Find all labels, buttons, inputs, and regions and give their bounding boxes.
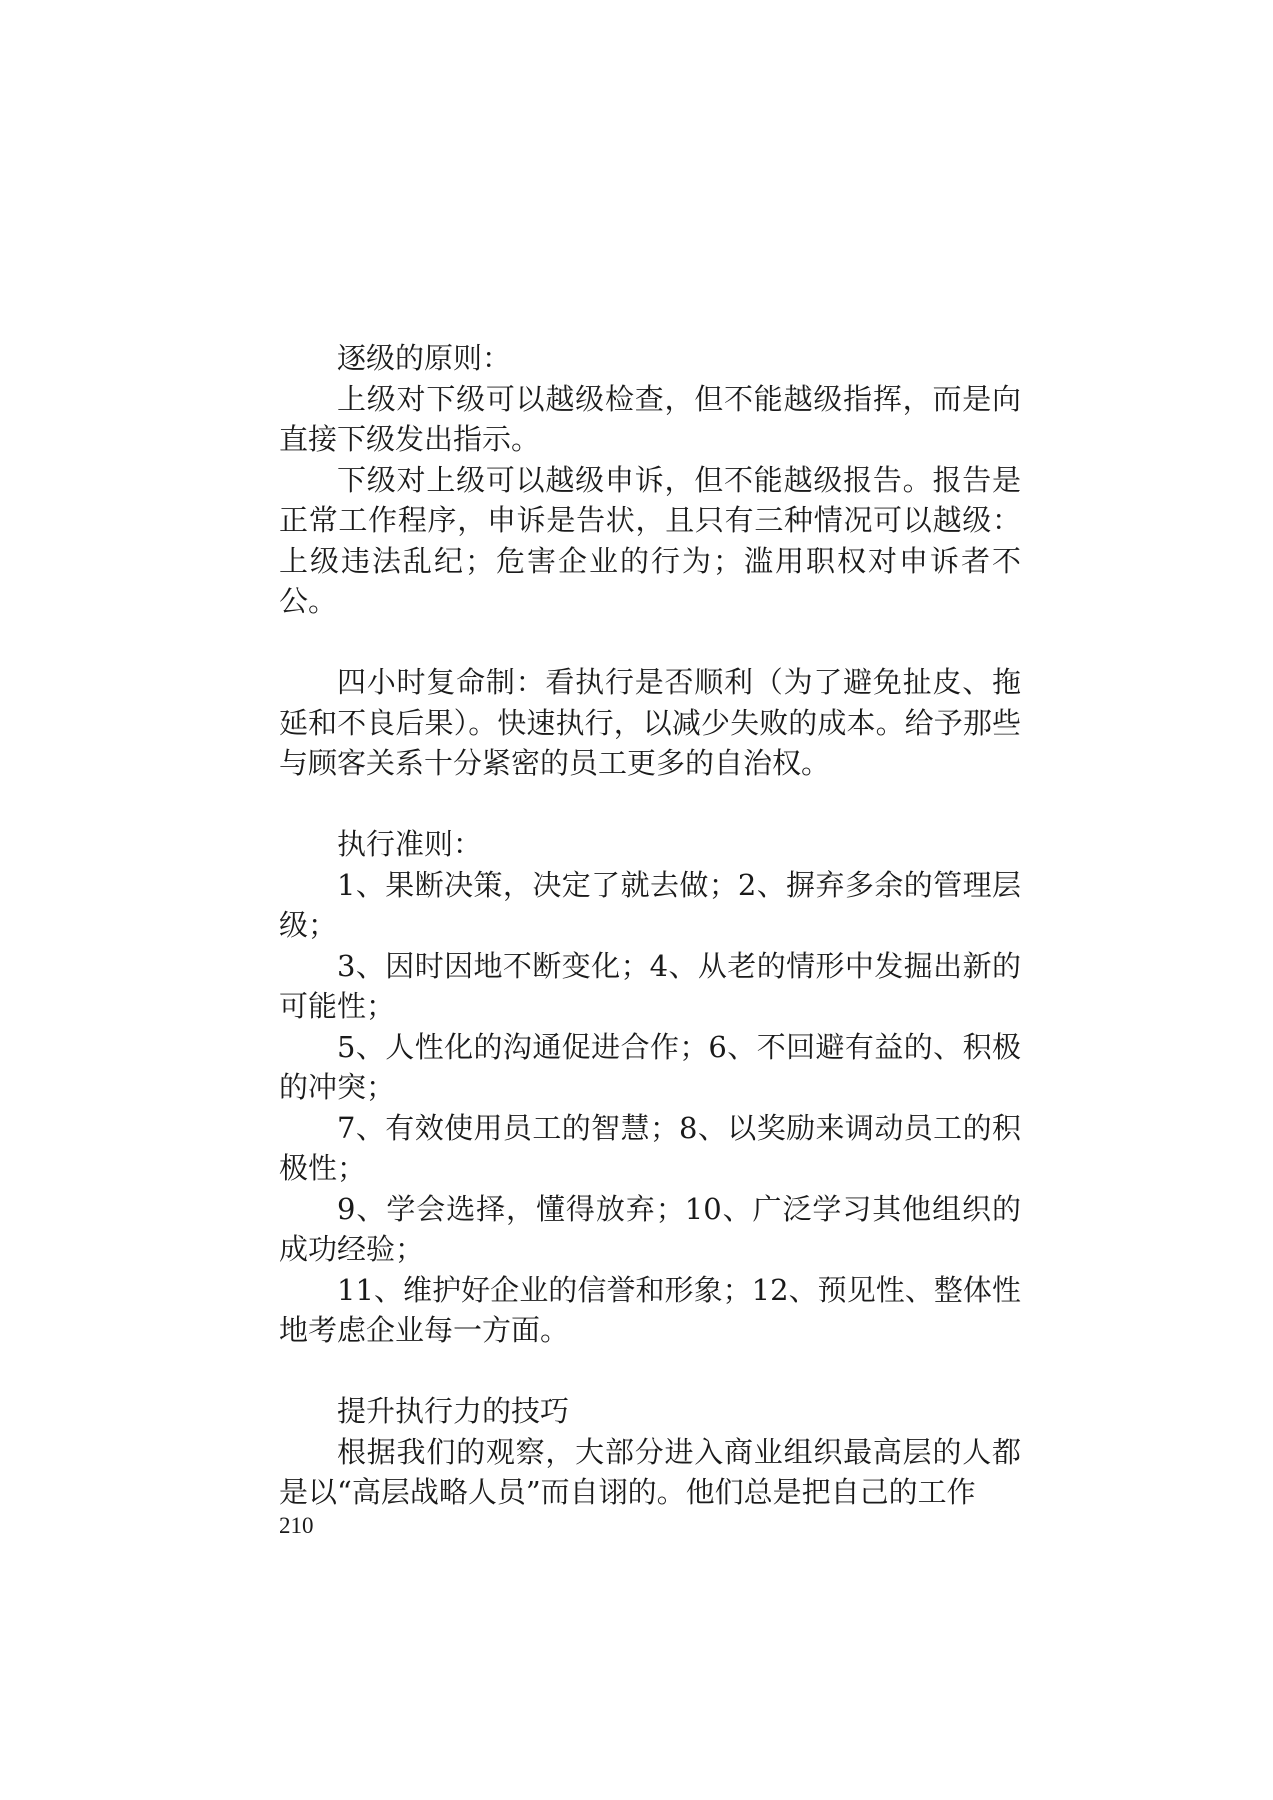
list-item: 7、有效使用员工的智慧；8、以奖励来调动员工的积极性； xyxy=(279,1110,1021,1185)
body-text xyxy=(279,338,1021,1513)
list-item: 3、因时因地不断变化；4、从老的情形中发掘出新的可能性； xyxy=(279,948,1021,1023)
section-heading-escalation: 逐级的原则： xyxy=(337,341,512,375)
paragraph: 上级对下级可以越级检查，但不能越级指挥，而是向直接下级发出指示。 xyxy=(279,381,1021,456)
paragraph: 四小时复命制：看执行是否顺利（为了避免扯皮、拖延和不良后果）。快速执行，以减少失败的成本。给予那些与顾客关系十分紧密的员工更多的自治权。 xyxy=(279,665,1021,780)
page-number: 210 xyxy=(279,1513,314,1538)
list-item: 1、果断决策，决定了就去做；2、摒弃多余的管理层级； xyxy=(279,867,1021,942)
paragraph-gap xyxy=(279,1351,1021,1392)
list-item: 9、学会选择，懂得放弃；10、广泛学习其他组织的成功经验； xyxy=(279,1191,1021,1266)
paragraph: 根据我们的观察，大部分进入商业组织最高层的人都是以“高层战略人员”而自诩的。他们总是把自己的工作 xyxy=(279,1434,1021,1509)
list-item: 11、维护好企业的信誉和形象；12、预见性、整体性地考虑企业每一方面。 xyxy=(279,1272,1021,1347)
paragraph-gap xyxy=(279,784,1021,825)
section-heading-skills: 提升执行力的技巧 xyxy=(337,1394,570,1428)
paragraph: 下级对上级可以越级申诉，但不能越级报告。报告是正常工作程序，申诉是告状，且只有三种情况可以越级：上级违法乱纪；危害企业的行为；滥用职权对申诉者不公。 xyxy=(279,462,1021,618)
list-item: 5、人性化的沟通促进合作；6、不回避有益的、积极的冲突； xyxy=(279,1029,1021,1104)
section-heading-execution-rules: 执行准则： xyxy=(337,827,483,861)
paragraph-gap xyxy=(279,622,1021,663)
